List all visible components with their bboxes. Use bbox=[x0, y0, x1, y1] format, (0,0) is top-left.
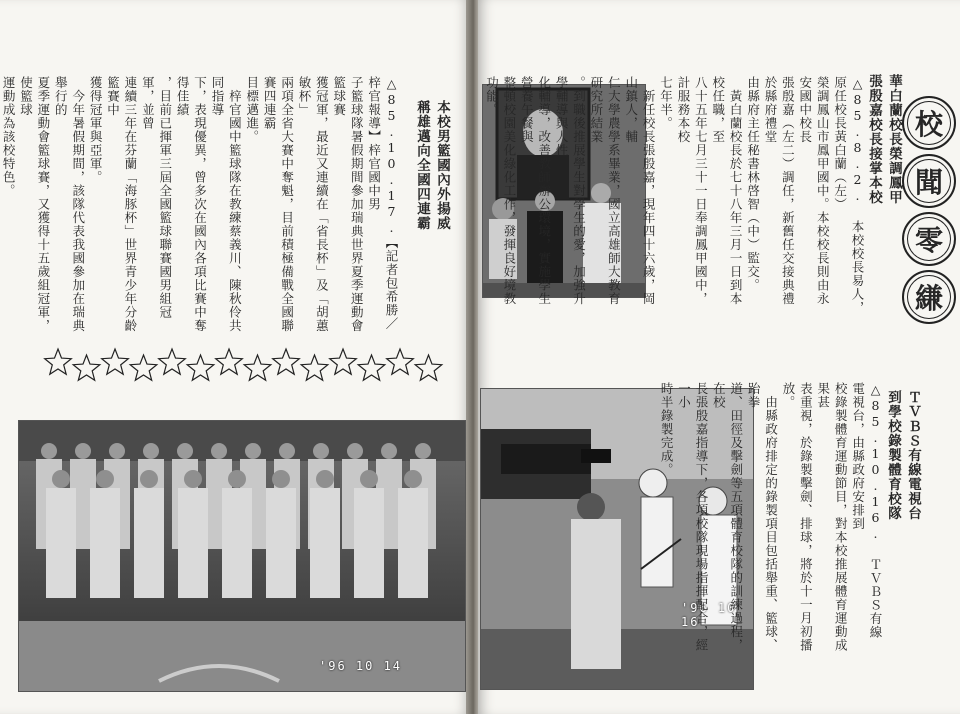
team-member-figure bbox=[279, 443, 295, 459]
team-member-figure bbox=[46, 488, 76, 598]
tvbs-headline: ＴＶＢＳ有線電視台 到學校錄製體育校隊 bbox=[885, 390, 921, 521]
team-member-figure bbox=[90, 488, 120, 598]
team-member-figure bbox=[347, 443, 363, 459]
team-member-figure bbox=[96, 470, 114, 488]
star-icon bbox=[273, 349, 300, 374]
team-photo-date: '96 10 14 bbox=[319, 659, 403, 673]
star-icon bbox=[187, 355, 214, 380]
team-member-figure bbox=[398, 488, 428, 598]
tvbs-filming-photo bbox=[480, 388, 754, 690]
team-member-figure bbox=[316, 470, 334, 488]
principal-headline: 華白蘭校長榮調鳳甲 張殷嘉校長接掌本校 bbox=[866, 74, 902, 205]
team-member-figure bbox=[245, 443, 261, 459]
team-member-figure bbox=[228, 470, 246, 488]
star-divider bbox=[44, 345, 444, 387]
team-member-figure bbox=[75, 443, 91, 459]
team-member-figure bbox=[360, 470, 378, 488]
star-icon bbox=[159, 349, 186, 374]
star-icon bbox=[73, 355, 100, 380]
section-title-char-2: 聞 bbox=[902, 154, 956, 208]
star-icon bbox=[102, 349, 129, 374]
team-member-figure bbox=[109, 443, 125, 459]
basketball-article-body: △85.10.17.【記者包希勝／梓官報導】梓官國中男 子籃球隊暑假期間參加瑞典世界夏季運動會籃球賽 獲冠軍，最近又連續在「省長杯」及「胡蕙敏杯」 兩項全省大賽中奪魁，目前積極備戰全國聯賽四連霸 目標邁進。 梓官國中籃球隊在教練蔡義川、陳秋伶共同指導 下，表現優異，曾多次在國內各項比賽中奪得佳績 ，目前已揮軍三屆全國籃球聯賽國男組冠軍，並曾 連續三年在芬蘭「海豚杯」世界青少年分齡籃賽中 獲得冠軍與亞軍。 今年暑假期間，該隊代表我國參加在瑞典舉行的 夏季運動會籃球賽，又獲得十五歲組冠軍，使籃球 運動成為該校特色。 bbox=[1, 76, 399, 333]
team-member-figure bbox=[134, 488, 164, 598]
section-title-char-4: 縑 bbox=[902, 270, 956, 324]
team-member-figure bbox=[404, 470, 422, 488]
basketball-team-photo bbox=[18, 420, 466, 692]
left-page bbox=[0, 0, 470, 714]
tvbs-photo-image bbox=[481, 389, 753, 689]
section-emblem bbox=[903, 96, 955, 324]
star-icon bbox=[244, 355, 271, 380]
team-member-figure bbox=[381, 443, 397, 459]
tvbs-article-body: △85.10.16. ＴＶＢＳ有線電視台，由縣政府安排到 校錄製體育運動節目，對本校推展體育運動成果甚 表重視，於錄製擊劍、排球，將於十一月初播放。 由縣政府排定的錄製項目包括舉重、籃球、跆拳 道、田徑及擊劍等五項體育校隊的訓練過程，在校 長張殷嘉指導下，各項校隊現場指揮配合，經一小 時半錄製完成。 bbox=[659, 382, 883, 652]
team-member-figure bbox=[222, 488, 252, 598]
star-icon bbox=[330, 349, 357, 374]
tvbs-photo-date: '96 10 16 bbox=[681, 601, 737, 629]
team-member-figure bbox=[272, 470, 290, 488]
team-member-figure bbox=[178, 488, 208, 598]
team-member-figure bbox=[143, 443, 159, 459]
team-member-figure bbox=[211, 443, 227, 459]
star-icon bbox=[216, 349, 243, 374]
section-title-char-1: 校 bbox=[902, 96, 956, 150]
section-title-char-3: 零 bbox=[902, 212, 956, 266]
team-member-figure bbox=[415, 443, 431, 459]
principal-article-body: △85.8.2. 本校校長易人，原任校長黃白蘭（左） 榮調鳳山市鳳甲國中。本校校長則由永安國中校長 張殷嘉（左二）調任，新舊任交接典禮於縣府禮堂 由縣府主任秘書林啓智（中）監交。 黃白蘭校長於七十八年三月一日到本校任職，至 八十五年七月三十一日奉調鳳甲國中，計服務本校 七年半。 新任校長張殷嘉，現年四十六歲，岡山鎮人，輔 仁大學農學系畢業，國立高雄師大教育研究所結業 。到職後推展學生對學生的愛，加強升學輔導與人性 化輔導，改善教師辦公環境，實施學生營養午餐與 整頓校園美化綠化工作，發揮良好境教功能。 bbox=[484, 76, 865, 315]
team-member-figure bbox=[313, 443, 329, 459]
team-member-figure bbox=[184, 470, 202, 488]
team-member-figure bbox=[177, 443, 193, 459]
basketball-headline: 本校男籃國內外揚威 稱雄邁向全國四連霸 bbox=[414, 100, 450, 231]
team-photo-image bbox=[19, 421, 465, 691]
star-icon bbox=[387, 349, 414, 374]
team-member-figure bbox=[266, 488, 296, 598]
team-member-figure bbox=[41, 443, 57, 459]
star-icon bbox=[358, 355, 385, 380]
star-icon bbox=[301, 355, 328, 380]
team-member-figure bbox=[52, 470, 70, 488]
team-member-figure bbox=[310, 488, 340, 598]
team-member-figure bbox=[354, 488, 384, 598]
right-page bbox=[478, 0, 960, 714]
star-icon bbox=[45, 349, 72, 374]
team-member-figure bbox=[140, 470, 158, 488]
star-icon bbox=[130, 355, 157, 380]
star-icon bbox=[415, 355, 442, 380]
